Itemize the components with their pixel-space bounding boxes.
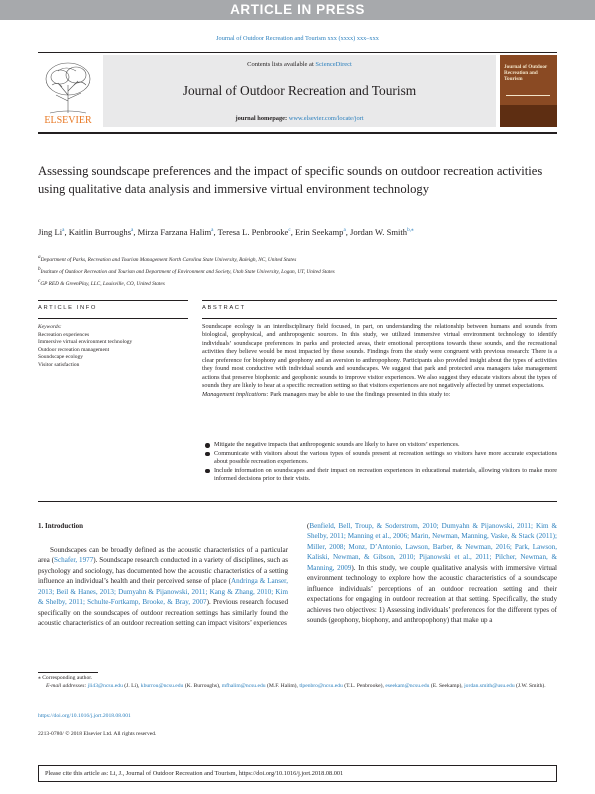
email-owner: (J.W. Smith). bbox=[514, 683, 546, 689]
elsevier-tree-icon bbox=[38, 55, 98, 125]
body-text: ( bbox=[307, 522, 310, 530]
affiliation-text: GP RED & GreenPlay, LLC, Louisville, CO, United States bbox=[40, 281, 165, 288]
affiliation-line bbox=[38, 277, 557, 289]
email-addresses bbox=[38, 682, 557, 690]
author-affiliation-marker[interactable]: a bbox=[131, 227, 134, 233]
abstract-bottom-rule bbox=[38, 501, 557, 502]
affiliation-line bbox=[38, 265, 557, 277]
contents-prefix: Contents lists available at bbox=[247, 61, 316, 68]
author-affiliation-marker[interactable]: a bbox=[62, 227, 65, 233]
affiliation-marker: b bbox=[38, 266, 41, 273]
email-link[interactable]: eseekam@ncsu.edu bbox=[385, 683, 430, 689]
elsevier-logo-text: ELSEVIER bbox=[44, 115, 92, 125]
doi-link[interactable]: https://doi.org/10.1016/j.jort.2018.08.001 bbox=[38, 713, 131, 719]
email-link[interactable]: mfhalim@ncsu.edu bbox=[221, 683, 266, 689]
management-implications bbox=[202, 391, 557, 399]
implications-label: Management implications: bbox=[202, 390, 269, 398]
implications-text: Park managers may be able to use the findings presented in this study to: bbox=[268, 390, 451, 398]
abstract-heading: ABSTRACT bbox=[202, 305, 246, 311]
affiliation-line bbox=[38, 253, 557, 265]
homepage-prefix: journal homepage: bbox=[235, 115, 289, 122]
implications-bullets bbox=[202, 441, 557, 484]
author-affiliation-marker[interactable]: b,⁎ bbox=[407, 227, 414, 233]
keyword-item: Recreation experiences bbox=[38, 331, 90, 338]
affiliation-marker: c bbox=[38, 278, 41, 285]
article-title: Assessing soundscape preferences and the impact of specific sounds on outdoor recreation activities using qualitative data analysis and immersive virtual environment technology bbox=[38, 164, 543, 196]
author-name[interactable]: Jing Li bbox=[38, 226, 63, 237]
citation-link[interactable]: Schafer, 1977 bbox=[54, 556, 94, 565]
author-name[interactable]: Kaitlin Burroughs bbox=[68, 226, 132, 237]
email-label: E-mail addresses: bbox=[46, 683, 88, 689]
keyword-item: Visitor satisfaction bbox=[38, 361, 80, 368]
corresponding-author-note: ⁎ Corresponding author. bbox=[38, 675, 93, 681]
body-text: ). In this study, we couple qualitative analysis with immersive virtual environment technology to explore how the acoustic characteristics of a soundscape influence individuals’ perceptions of an outdoor recreation setting and their expectations for engaging in outdoor recreation at that setting. Specifically, the study achieves two objectives: 1) Assessing individuals’ preferences for the different types of sounds (geophony, biophony, and anthropophony) that make up a bbox=[307, 563, 557, 625]
email-link[interactable]: jordan.smith@usu.edu bbox=[464, 683, 515, 689]
keywords-block bbox=[38, 324, 188, 369]
abstract-top-rule bbox=[202, 300, 557, 301]
homepage-link[interactable]: www.elsevier.com/locate/jort bbox=[288, 115, 364, 122]
author-list: Jing Li$^a$, Kaitlin Burroughs$^a$, Mirza Farzana Halim$^a$, Teresa L. Penbrooke$^c$, Erin Seekamp$^a$, Jordan W. Smith$^{b,⁎}$ bbox=[38, 226, 414, 237]
introduction-heading: 1. Introduction bbox=[38, 522, 83, 530]
intro-left-column bbox=[38, 545, 288, 629]
header-top-rule bbox=[38, 52, 557, 53]
body-text: Soundscapes can be broadly defined as the acoustic characteristics of a particular area ( bbox=[38, 546, 288, 565]
author-affiliation-marker[interactable]: a bbox=[343, 227, 346, 233]
keyword-item: Outdoor recreation management bbox=[38, 346, 110, 353]
email-owner: (M.F. Halim), bbox=[265, 683, 300, 689]
contents-availability bbox=[103, 61, 496, 68]
abstract-body bbox=[202, 323, 557, 399]
footnote-rule bbox=[38, 672, 98, 673]
body-text: ). Previous research focused specifically on the soundscapes of outdoor recreation settings has similarly found the acoustic characteristics of an outdoor recreation setting can impact visitors’ experiences bbox=[38, 598, 288, 628]
journal-homepage bbox=[103, 115, 496, 122]
keywords-label: Keywords: bbox=[38, 324, 62, 330]
header-bottom-rule bbox=[38, 132, 557, 134]
elsevier-logo bbox=[38, 55, 98, 125]
abstract-text: Soundscape ecology is an interdisciplinary field focused, in part, on understanding the relationship between humans and sounds from biological, geophysical, and anthropogenic sources. In this study, we utilized immersive virtual environment technology to identify individuals’ soundscape preferences in parks and protected areas, their emotional perceptions towards these sounds, and the recreational activities they believe would be most impacted by these sounds. Findings from the study were congruent with previous research: There is a clear preference for biophony and geophony and an aversion to anthropophony. Participants also provided insight about the types of activities they found most conductive with individual sounds and soundscapes. We suggest that park and protected area managers take management actions that preserve biophonic and geophonic sounds to improve visitor experiences. We also suggest they educate visitors about the types of sounds they are likely to hear at a specific recreation setting so that visitors experiences are not negatively affected by unmet expectations. bbox=[202, 323, 557, 390]
keywords-list bbox=[38, 332, 188, 370]
author-name[interactable]: Mirza Farzana Halim bbox=[137, 226, 212, 237]
author-affiliation-marker[interactable]: c bbox=[288, 227, 291, 233]
email-link[interactable]: tlpenbro@ncsu.edu bbox=[299, 683, 343, 689]
intro-right-column bbox=[307, 521, 557, 626]
author-name[interactable]: Teresa L. Penbrooke bbox=[217, 226, 289, 237]
email-owner: (K. Burroughs), bbox=[183, 683, 222, 689]
affiliation-text: Department of Parks, Recreation and Tourism Management North Carolina State University, Raleigh, NC, United States bbox=[40, 256, 297, 263]
body-text: ). Soundscape research conducted in a variety of disciplines, such as psychology and sociology, has documented how the acoustic characteristics of a setting influence an individual’s health and their perceived sense of place ( bbox=[38, 556, 288, 586]
author-name[interactable]: Jordan W. Smith bbox=[350, 226, 408, 237]
article-in-press-banner: ARTICLE IN PRESS bbox=[0, 0, 595, 20]
journal-reference-link[interactable]: Journal of Outdoor Recreation and Tourism xxx (xxxx) xxx–xxx bbox=[216, 35, 379, 42]
affiliations bbox=[38, 253, 557, 290]
affiliation-text: Institute of Outdoor Recreation and Tourism and Department of Environment and Society, Utah State University, Logan, UT, United States bbox=[40, 268, 335, 275]
citation-link[interactable]: Andringa & Lanser, 2013; Beil & Hanes, 2013; Dumyahn & Pijanowski, 2011; Kang & Zhang, 2010; Kim & Shelby, 2011; Schulte-Fortkamp, Brooke, & Bray, 2007 bbox=[38, 577, 288, 607]
keyword-item: Immersive virtual environment technology bbox=[38, 339, 133, 345]
abstract-rule bbox=[202, 318, 557, 319]
email-owner: (T.L. Penbrooke), bbox=[342, 683, 386, 689]
email-link[interactable]: jli43@ncsu.edu bbox=[87, 683, 123, 689]
email-owner: (E. Seekamp), bbox=[429, 683, 465, 689]
keyword-item: Soundscape ecology bbox=[38, 354, 84, 360]
article-info-rule bbox=[38, 318, 188, 319]
affiliation-marker: a bbox=[38, 254, 41, 260]
please-cite-box: Please cite this article as: Li, J., Journal of Outdoor Recreation and Tourism, https://doi.org/10.1016/j.jort.2018.08.001 bbox=[38, 765, 557, 782]
cover-title-text: Journal of Outdoor Recreation and Tourism bbox=[504, 64, 548, 82]
issn-copyright: 2213-0780/ © 2018 Elsevier Ltd. All rights reserved. bbox=[38, 731, 157, 737]
article-info-top-rule bbox=[38, 300, 188, 301]
author-name[interactable]: Erin Seekamp bbox=[294, 226, 344, 237]
implication-bullet: Mitigate the negative impacts that anthropogenic sounds are likely to have on visitors’ experiences. bbox=[202, 441, 557, 450]
article-info-heading: ARTICLE INFO bbox=[38, 305, 98, 311]
email-link[interactable]: kburrou@ncsu.edu bbox=[140, 683, 184, 689]
email-owner: (J. Li), bbox=[122, 683, 141, 689]
author-affiliation-marker[interactable]: a bbox=[211, 227, 214, 233]
implication-bullet: Communicate with visitors about the various types of sounds present at recreation settings so visitors have more accurate expectations about possible recreation experiences. bbox=[202, 450, 557, 467]
sciencedirect-link[interactable]: ScienceDirect bbox=[315, 61, 352, 68]
implication-bullet: Include information on soundscapes and their impact on recreation experiences in educational materials, allowing visitors to make more informed decisions prior to their visits. bbox=[202, 467, 557, 484]
journal-title: Journal of Outdoor Recreation and Tourism bbox=[182, 83, 417, 98]
citation-link[interactable]: Benfield, Bell, Troup, & Soderstrom, 2010; Dumyahn & Pijanowski, 2011; Kim & Shelby, 2011; Manning et al., 2006; Marin, Newman, Manning, Vaske, & Stack (2011); Miller, 2008; Monz, D’Antonio, Lawson, Barber, & Newman, 2016; Park, Lawson, Kaliski, Newman, & Gibson, 2010; Pijanowski et al., 2011; Pilcher, Newman, & Manning, 2009 bbox=[307, 522, 557, 572]
